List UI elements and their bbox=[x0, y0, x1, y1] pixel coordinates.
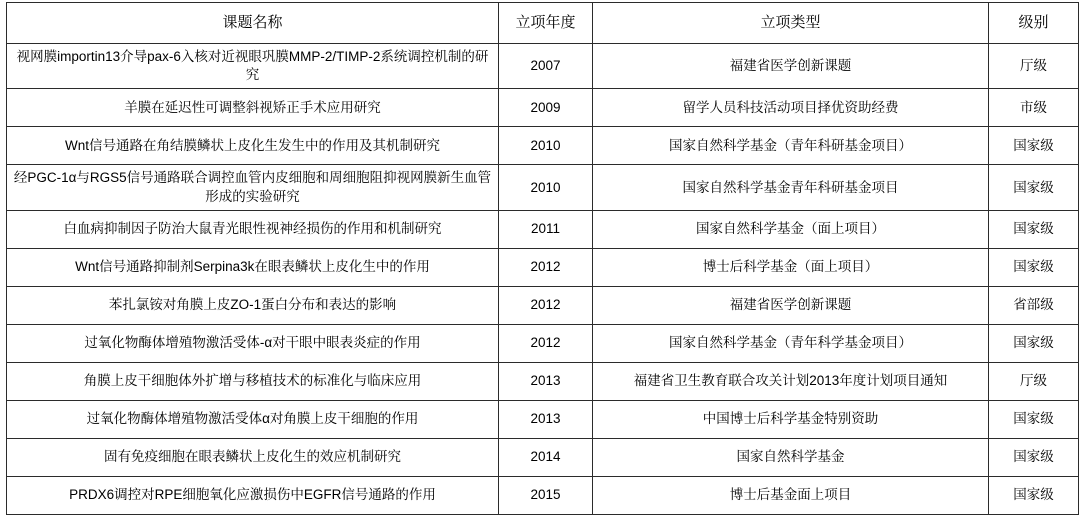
cell-project-year: 2011 bbox=[499, 210, 593, 248]
cell-project-level: 市级 bbox=[989, 89, 1079, 127]
column-header-level: 级别 bbox=[989, 3, 1079, 44]
cell-project-type: 国家自然科学基金（青年科研基金项目） bbox=[593, 127, 989, 165]
cell-project-level: 国家级 bbox=[989, 438, 1079, 476]
cell-project-name: PRDX6调控对RPE细胞氧化应激损伤中EGFR信号通路的作用 bbox=[7, 476, 499, 514]
cell-project-name: 苯扎氯铵对角膜上皮ZO-1蛋白分布和表达的影响 bbox=[7, 286, 499, 324]
cell-project-name: 经PGC-1α与RGS5信号通路联合调控血管内皮细胞和周细胞阻抑视网膜新生血管形成的实验研究 bbox=[7, 165, 499, 210]
cell-project-year: 2012 bbox=[499, 248, 593, 286]
cell-project-level: 国家级 bbox=[989, 476, 1079, 514]
cell-project-type: 福建省医学创新课题 bbox=[593, 286, 989, 324]
cell-project-year: 2012 bbox=[499, 286, 593, 324]
cell-project-type: 中国博士后科学基金特别资助 bbox=[593, 400, 989, 438]
cell-project-level: 厅级 bbox=[989, 362, 1079, 400]
cell-project-type: 国家自然科学基金（青年科学基金项目） bbox=[593, 324, 989, 362]
cell-project-level: 国家级 bbox=[989, 248, 1079, 286]
research-projects-table bbox=[6, 2, 1079, 515]
table-row bbox=[7, 400, 1079, 438]
cell-project-type: 留学人员科技活动项目择优资助经费 bbox=[593, 89, 989, 127]
column-header-name: 课题名称 bbox=[7, 3, 499, 44]
cell-project-type: 国家自然科学基金青年科研基金项目 bbox=[593, 165, 989, 210]
cell-project-name: 过氧化物酶体增殖物激活受体-α对干眼中眼表炎症的作用 bbox=[7, 324, 499, 362]
table-header-row bbox=[7, 3, 1079, 44]
table-row bbox=[7, 127, 1079, 165]
table-row bbox=[7, 362, 1079, 400]
table-row bbox=[7, 324, 1079, 362]
cell-project-type: 国家自然科学基金 bbox=[593, 438, 989, 476]
cell-project-name: 过氧化物酶体增殖物激活受体α对角膜上皮干细胞的作用 bbox=[7, 400, 499, 438]
table-header bbox=[7, 3, 1079, 44]
column-header-year: 立项年度 bbox=[499, 3, 593, 44]
table-body bbox=[7, 44, 1079, 515]
column-header-type: 立项类型 bbox=[593, 3, 989, 44]
document-sheet bbox=[0, 2, 1080, 517]
cell-project-name: 固有免疫细胞在眼表鳞状上皮化生的效应机制研究 bbox=[7, 438, 499, 476]
cell-project-year: 2015 bbox=[499, 476, 593, 514]
table-row bbox=[7, 248, 1079, 286]
table-row bbox=[7, 438, 1079, 476]
cell-project-year: 2007 bbox=[499, 44, 593, 89]
cell-project-type: 福建省卫生教育联合攻关计划2013年度计划项目通知 bbox=[593, 362, 989, 400]
cell-project-name: 白血病抑制因子防治大鼠青光眼性视神经损伤的作用和机制研究 bbox=[7, 210, 499, 248]
cell-project-name: 视网膜importin13介导pax-6入核对近视眼巩膜MMP-2/TIMP-2系统调控机制的研究 bbox=[7, 44, 499, 89]
cell-project-type: 博士后基金面上项目 bbox=[593, 476, 989, 514]
cell-project-level: 国家级 bbox=[989, 324, 1079, 362]
cell-project-level: 厅级 bbox=[989, 44, 1079, 89]
cell-project-level: 国家级 bbox=[989, 127, 1079, 165]
cell-project-year: 2010 bbox=[499, 165, 593, 210]
cell-project-level: 国家级 bbox=[989, 400, 1079, 438]
table-row bbox=[7, 476, 1079, 514]
cell-project-level: 省部级 bbox=[989, 286, 1079, 324]
cell-project-name: 羊膜在延迟性可调整斜视矫正手术应用研究 bbox=[7, 89, 499, 127]
table-row bbox=[7, 165, 1079, 210]
cell-project-year: 2010 bbox=[499, 127, 593, 165]
cell-project-level: 国家级 bbox=[989, 165, 1079, 210]
cell-project-level: 国家级 bbox=[989, 210, 1079, 248]
cell-project-year: 2009 bbox=[499, 89, 593, 127]
cell-project-name: Wnt信号通路抑制剂Serpina3k在眼表鳞状上皮化生中的作用 bbox=[7, 248, 499, 286]
cell-project-name: Wnt信号通路在角结膜鳞状上皮化生发生中的作用及其机制研究 bbox=[7, 127, 499, 165]
cell-project-year: 2013 bbox=[499, 362, 593, 400]
table-row bbox=[7, 210, 1079, 248]
cell-project-year: 2013 bbox=[499, 400, 593, 438]
table-row bbox=[7, 286, 1079, 324]
cell-project-year: 2014 bbox=[499, 438, 593, 476]
cell-project-type: 博士后科学基金（面上项目） bbox=[593, 248, 989, 286]
cell-project-type: 国家自然科学基金（面上项目） bbox=[593, 210, 989, 248]
cell-project-type: 福建省医学创新课题 bbox=[593, 44, 989, 89]
table-row bbox=[7, 44, 1079, 89]
table-row bbox=[7, 89, 1079, 127]
cell-project-name: 角膜上皮干细胞体外扩增与移植技术的标准化与临床应用 bbox=[7, 362, 499, 400]
cell-project-year: 2012 bbox=[499, 324, 593, 362]
